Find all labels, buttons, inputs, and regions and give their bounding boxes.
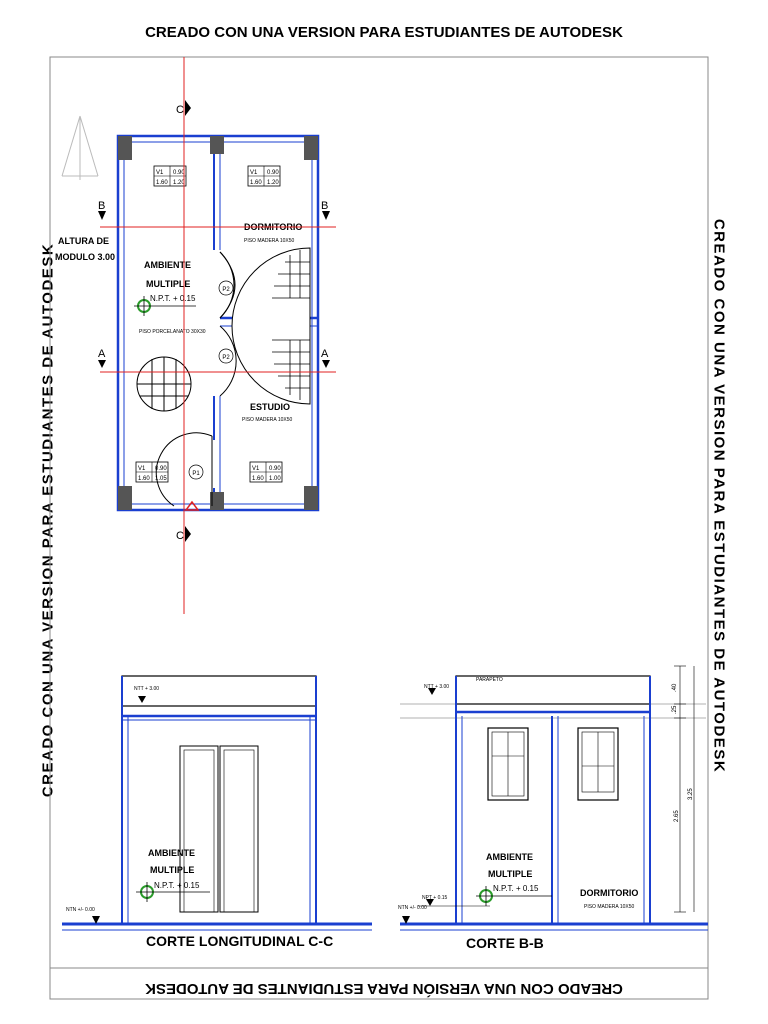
svg-text:V1: V1 <box>250 170 258 176</box>
svg-text:1.20: 1.20 <box>267 180 279 186</box>
column <box>118 136 132 160</box>
svg-text:1.60: 1.60 <box>156 180 168 186</box>
level-arrow-icon <box>138 696 146 703</box>
svg-text:0.90: 0.90 <box>269 466 281 472</box>
floor-finish-label: PISO PORCELANATO 30X30 <box>139 329 206 335</box>
window-tl <box>154 166 186 186</box>
room-label: AMBIENTE <box>486 852 533 862</box>
svg-text:MULTIPLE: MULTIPLE <box>488 869 533 879</box>
svg-text:MULTIPLE: MULTIPLE <box>150 865 195 875</box>
window-tr <box>248 166 280 186</box>
window-code: V1 <box>156 170 164 176</box>
svg-text:V1: V1 <box>138 466 146 472</box>
svg-text:V1: V1 <box>252 466 260 472</box>
npt-label: N.P.T. + 0.15 <box>493 884 539 893</box>
window-bl <box>136 462 168 482</box>
section-marker-a-left <box>98 348 106 368</box>
watermark-top: CREADO CON UNA VERSION PARA ESTUDIANTES DE AUTODESK <box>145 24 623 41</box>
level-label: NTT + 3.00 <box>134 686 160 692</box>
level-label: NPT + 0.15 <box>422 895 448 901</box>
watermark-left: CREADO CON UNA VERSION PARA ESTUDIANTES DE AUTODESK <box>39 242 57 798</box>
section-title-cc: CORTE LONGITUDINAL C-C <box>146 933 334 949</box>
section-marker-b-right <box>321 200 330 220</box>
svg-text:1.60: 1.60 <box>138 476 150 482</box>
svg-text:A: A <box>98 348 106 360</box>
column <box>304 486 318 510</box>
door-tag-p2: P2 <box>222 287 230 293</box>
svg-text:C: C <box>176 530 184 542</box>
column <box>118 486 132 510</box>
floor-finish-label: PISO MADERA 10X50 <box>244 238 295 244</box>
npt-label: N.P.T. + 0.15 <box>154 881 200 890</box>
room-label-ambiente: AMBIENTE <box>144 260 191 270</box>
door-tag-p1: P1 <box>192 471 200 477</box>
north-arrow-icon <box>62 116 98 180</box>
npt-label: N.P.T. + 0.15 <box>150 294 196 303</box>
svg-text:B: B <box>98 200 106 212</box>
column <box>304 136 318 160</box>
svg-text:0.90: 0.90 <box>155 466 167 472</box>
svg-text:0.90: 0.90 <box>267 170 279 176</box>
room-label-estudio: ESTUDIO <box>250 402 291 412</box>
section-title-bb: CORTE B-B <box>466 935 544 951</box>
module-height-label: ALTURA DE <box>58 236 109 246</box>
dimension-label: 3.25 <box>688 788 694 800</box>
svg-text:0.90: 0.90 <box>173 170 185 176</box>
floor-plan <box>55 57 336 614</box>
svg-text:1.60: 1.60 <box>250 180 262 186</box>
watermark-right: CREADO CON UNA VERSION PARA ESTUDIANTES DE AUTODESK <box>710 218 728 774</box>
section-marker-a-right <box>321 348 330 368</box>
svg-text:MODULO 3.00: MODULO 3.00 <box>55 252 116 262</box>
svg-text:1.20: 1.20 <box>173 180 185 186</box>
level-label: NTT + 3.00 <box>424 684 450 690</box>
section-marker-b-left <box>98 200 106 220</box>
stair-icon <box>232 248 310 404</box>
door-tag-p2: P2 <box>222 355 230 361</box>
floor-finish-label: PISO MADERA 10X50 <box>584 904 635 910</box>
room-label-multiple: MULTIPLE <box>146 279 191 289</box>
svg-text:A: A <box>321 348 329 360</box>
room-label: DORMITORIO <box>580 888 639 898</box>
watermark-bottom: CREADO CON UNA VERSIÓN PARA ESTUDIANTES DE AUTODESK <box>145 980 623 997</box>
round-table-icon <box>137 357 191 411</box>
dimension-label: .40 <box>672 683 678 692</box>
parapeto-label: PARAPETO <box>476 677 503 683</box>
section-cc-drawing <box>62 676 372 949</box>
room-label: AMBIENTE <box>148 848 195 858</box>
window-br <box>250 462 282 482</box>
dimension-label: 2.65 <box>674 810 680 822</box>
svg-text:1.60: 1.60 <box>252 476 264 482</box>
level-label: NTN +/- 0.00 <box>398 905 427 911</box>
column <box>210 136 224 154</box>
section-bb-drawing <box>398 666 708 951</box>
dimension-label: .25 <box>672 705 678 714</box>
room-label-dormitorio: DORMITORIO <box>244 222 303 232</box>
floor-finish-label: PISO MADERA 10X50 <box>242 417 293 423</box>
svg-text:C: C <box>176 104 184 116</box>
svg-text:1.05: 1.05 <box>155 476 167 482</box>
svg-text:B: B <box>321 200 329 212</box>
svg-text:1.00: 1.00 <box>269 476 281 482</box>
level-label: NTN +/- 0.00 <box>66 907 95 913</box>
